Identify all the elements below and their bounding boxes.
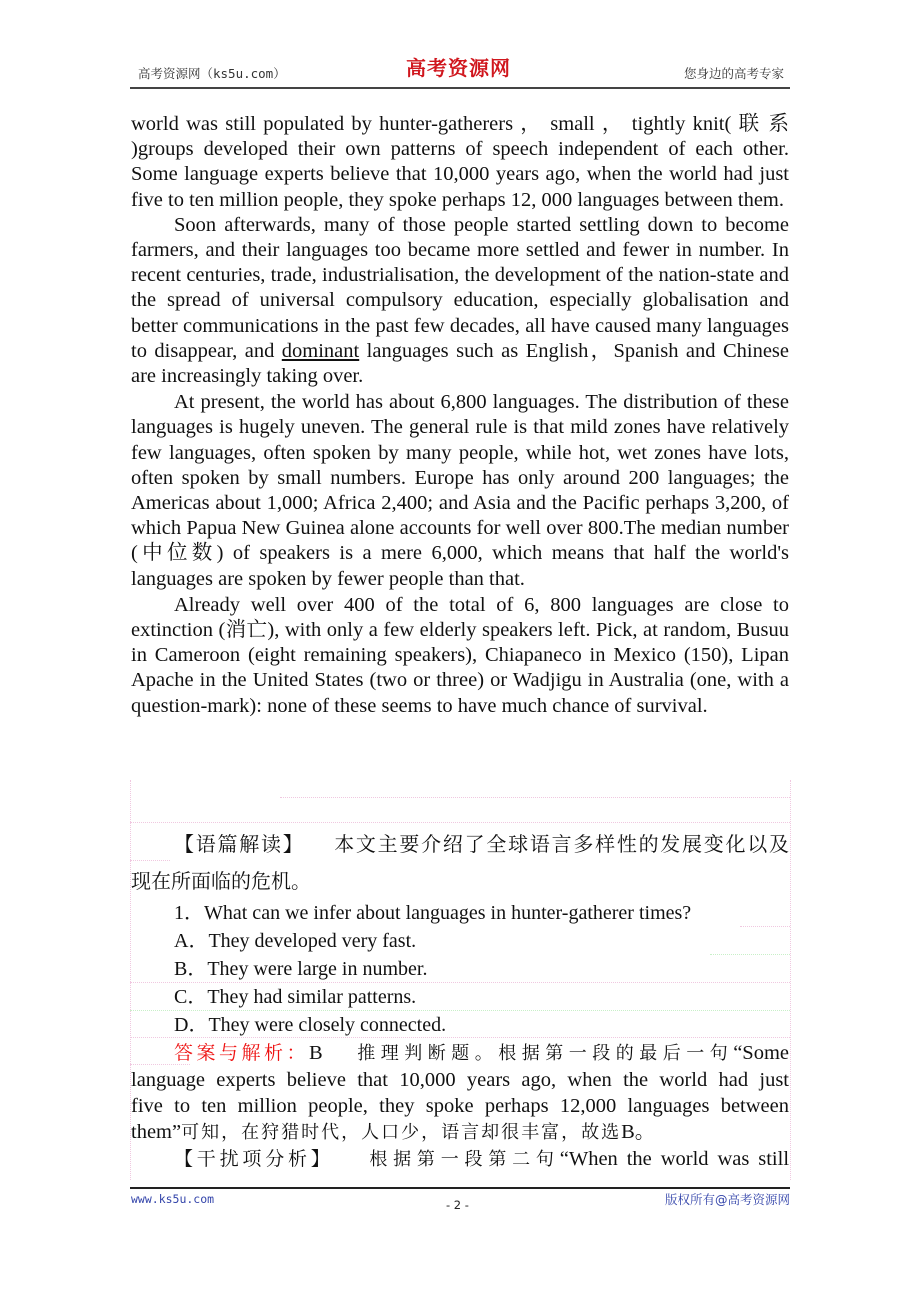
question-stem: [131, 899, 789, 927]
text-line: English，Spanish and Chinese are increasingly taking over.: [131, 339, 790, 388]
option-c: [131, 983, 789, 1011]
answer-type: 推理判断题。根据第一段的最后一句: [357, 1043, 734, 1064]
text-line: Busuu in Cameroon (eight remaining speakers), Chiapaneco in Mexico: [131, 619, 789, 667]
text-line: become farmers, and their languages too became more settled and fewer in: [131, 213, 789, 262]
page-header: [130, 52, 790, 86]
answer-line-3: five to ten million people, they spoke perhaps 12,000 languages between: [131, 1095, 789, 1117]
option-a: [131, 927, 789, 955]
question-text: What can we infer about languages in hunter-gatherer times?: [204, 902, 692, 924]
answer-choice: B: [309, 1042, 323, 1064]
answer-line-1: [131, 1040, 789, 1067]
distractor-quote: “When the world was still: [559, 1148, 790, 1170]
text-line: At present, the world has about 6,800 languages. The distribution of: [174, 391, 741, 414]
answer-quote-end: them”: [131, 1121, 182, 1143]
option-text: They were large in number.: [207, 958, 428, 980]
text-line: other. Some language experts believe that 10,000 years ago, when the: [131, 138, 789, 186]
text-line: zones have lots, often spoken by small numbers. Europe has only around: [131, 441, 789, 489]
text-line: means that half the world's languages are spoken by fewer people than that.: [131, 542, 790, 590]
option-letter: C．: [174, 986, 208, 1008]
summary-tag: 【语篇解读】: [174, 832, 305, 856]
summary-text-line-2: 现在所面临的危机。: [131, 869, 311, 893]
option-text: They developed very fast.: [208, 930, 417, 952]
header-logo: 高考资源网: [406, 56, 511, 80]
distractor-text: 根据第一段第二句: [369, 1149, 560, 1170]
text-line: 系 )groups developed their own patterns of speech independent of each: [131, 113, 789, 161]
text-line: nation-state and the spread of universal compulsory education, especially: [131, 264, 790, 312]
option-text: They were closely connected.: [208, 1014, 447, 1036]
answer-line-2: language experts believe that 10,000 years ago, when the world had just: [131, 1069, 789, 1091]
distractor-label: 【干扰项分析】: [174, 1148, 334, 1170]
text-line: world was still populated by hunter-gatherers ， small ， tightly knit( 联: [131, 113, 762, 135]
text-line: these languages is hugely uneven. The general rule is that mild zones have: [131, 391, 789, 439]
text-line: chance of survival.: [552, 694, 708, 717]
option-letter: B．: [174, 958, 208, 980]
passage-paragraph-1: [131, 112, 789, 213]
footer-site-link[interactable]: www.ks5u.com: [131, 1192, 215, 1206]
text-line: over 800.The median number (中位数) of speakers is a mere 6,000, which: [131, 517, 789, 565]
underlined-word-dominant: dominant: [281, 339, 360, 362]
footer-divider: [130, 1187, 790, 1189]
option-letter: D．: [174, 1014, 209, 1036]
answer-label: 答案与解析：: [174, 1042, 310, 1064]
footer-copyright: 版权所有@高考资源网: [664, 1192, 790, 1207]
text-line: Already well over 400 of the total of 6, 800 languages are close to: [174, 593, 789, 616]
header-divider: [130, 87, 790, 89]
option-text: They had similar patterns.: [207, 986, 417, 1008]
answer-line-4: [131, 1119, 789, 1146]
passage: [131, 112, 789, 719]
page-number: - 2 -: [446, 1198, 469, 1212]
text-line: languages between them.: [577, 188, 784, 211]
question-1: [131, 899, 789, 1039]
text-line: caused many languages to disappear, and: [131, 314, 789, 362]
guide-line: [280, 797, 790, 798]
text-line: languages such as: [359, 339, 519, 362]
header-site-name: 高考资源网（ks5u.com）: [138, 66, 286, 81]
text-line: number. In recent centuries, trade, industrialisation, the development of the: [131, 239, 789, 287]
option-letter: A．: [174, 930, 209, 952]
text-line: (150), Lipan Apache in the United States (two or three) or Wadjigu in: [131, 644, 789, 692]
guide-line: [130, 822, 790, 823]
text-line: globalisation and better communications in the past few decades, all have: [131, 289, 790, 337]
text-line: Soon afterwards, many of those people started settling down to: [174, 213, 718, 236]
summary-text: 本文主要介绍了全球语言多样性的发展变化以及: [332, 832, 790, 856]
guide-line: [790, 780, 791, 1180]
text-line: 200 languages; the Americas about 1,000; Africa 2,400; and Asia and the: [131, 466, 789, 515]
text-line: world had just five to ten million people, they spoke perhaps 12, 000: [131, 163, 789, 211]
passage-paragraph-4: [131, 593, 789, 719]
option-d: [131, 1011, 789, 1039]
text-line: relatively few languages, often spoken by many people, while hot, wet: [131, 416, 790, 464]
header-slogan: 您身边的高考专家: [683, 66, 784, 81]
distractor-analysis-line: [131, 1146, 789, 1173]
answer-final: B。: [621, 1121, 656, 1143]
passage-paragraph-3: [131, 390, 789, 592]
passage-summary: [131, 828, 789, 898]
option-b: [131, 955, 789, 983]
answer-conclusion: 可知，在狩猎时代，人口少，语言却很丰富，故选: [181, 1122, 622, 1143]
answer-analysis: [131, 1040, 789, 1173]
text-line: Australia (one, with a question-mark): none of these seems to have much: [131, 669, 789, 717]
question-number: 1．: [174, 902, 204, 924]
text-line: Pacific perhaps 3,200, of which Papua New Guinea alone accounts for well: [131, 492, 790, 540]
passage-paragraph-2: [131, 213, 789, 389]
answer-quote-start: “Some: [733, 1042, 789, 1064]
text-line: extinction (消亡), with only a few elderly speakers left. Pick, at random,: [131, 619, 732, 642]
